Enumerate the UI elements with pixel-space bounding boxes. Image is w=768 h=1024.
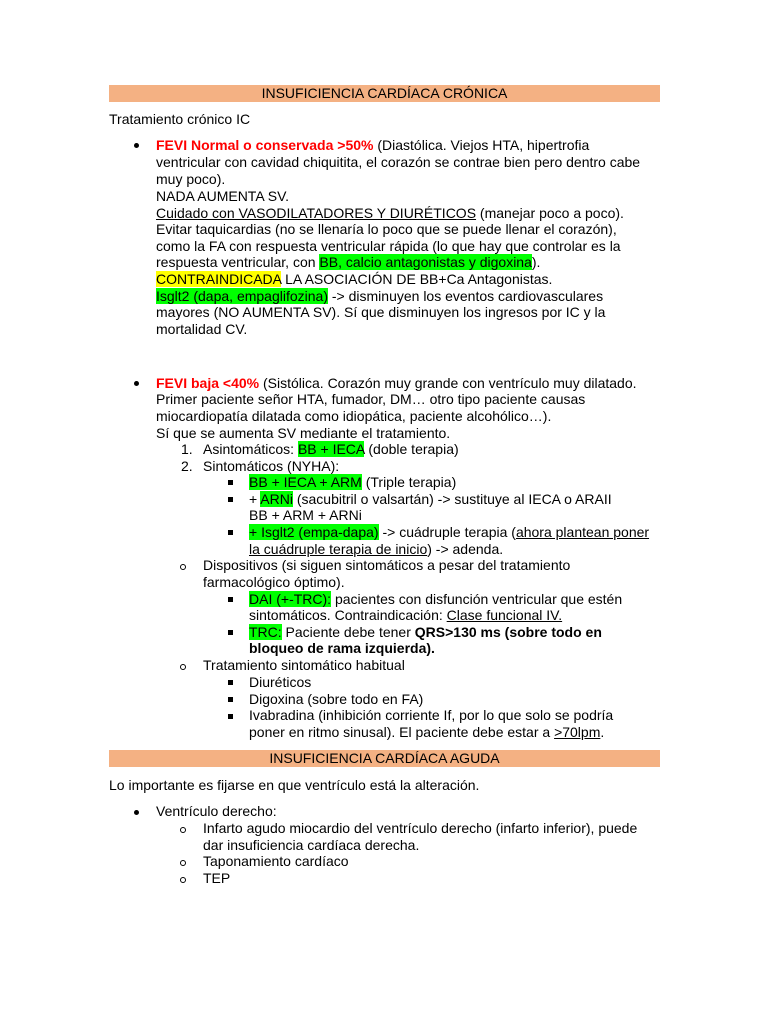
fevi-baja-line-4: Sí que se aumenta SV mediante el tratamiento.	[156, 425, 451, 441]
square-bullet-icon	[228, 714, 233, 719]
list-number: 2.	[181, 458, 193, 474]
subtitle: Tratamiento crónico IC	[109, 111, 251, 127]
triple-terapia: BB + IECA + ARM (Triple terapia)	[249, 474, 457, 490]
bullet-icon	[134, 810, 139, 815]
fevi-baja-line-1: FEVI baja <40% (Sistólica. Corazón muy grande con ventrículo muy dilatado.	[156, 375, 637, 391]
fevi-normal-line-11: mayores (NO AUMENTA SV). Sí que disminuyen los ingresos por IC y la	[156, 304, 606, 320]
circle-bullet-icon	[180, 827, 186, 833]
arni-line-1: + ARNi (sacubitril o valsartán) -> sustituye al IECA o ARAII	[249, 491, 612, 507]
isglt2-line-2: la cuádruple terapia de inicio) -> adenda.	[249, 541, 504, 557]
arni-line-2: BB + ARM + ARNi	[249, 507, 362, 523]
sintomaticos: Sintomáticos (NYHA):	[203, 458, 340, 474]
square-bullet-icon	[228, 530, 233, 535]
fevi-normal-line-8: respuesta ventricular, con BB, calcio antagonistas y digoxina).	[156, 254, 541, 270]
aguda-intro: Lo importante es fijarse en que ventrículo está la alteración.	[109, 777, 480, 793]
fevi-normal-line-4: NADA AUMENTA SV.	[156, 188, 290, 204]
fevi-normal-line-6: Evitar taquicardias (no se llenaría lo poco que se puede llenar el corazón),	[156, 221, 617, 237]
taponamiento: Taponamiento cardíaco	[203, 853, 349, 869]
fevi-normal-line-1: FEVI Normal o conservada >50% (Diastólica. Viejos HTA, hipertrofia	[156, 137, 590, 153]
ivabradina-line-2: poner en ritmo sinusal). El paciente debe estar a >70lpm.	[249, 724, 605, 740]
trc-line-2: bloqueo de rama izquierda).	[249, 640, 435, 656]
bullet-icon	[134, 381, 139, 386]
fevi-normal-line-7: como la FA con respuesta ventricular rápida (lo que hay que controlar es la	[156, 238, 621, 254]
square-bullet-icon	[228, 497, 233, 502]
tep: TEP	[203, 870, 231, 886]
square-bullet-icon	[228, 597, 233, 602]
square-bullet-icon	[228, 680, 233, 685]
ventriculo-derecho: Ventrículo derecho:	[156, 803, 277, 819]
trc-line-1: TRC: Paciente debe tener QRS>130 ms (sobre todo en	[249, 624, 602, 640]
ivabradina-line-1: Ivabradina (inhibición corriente If, por lo que solo se podría	[249, 707, 614, 723]
square-bullet-icon	[228, 697, 233, 702]
asintomaticos: Asintomáticos: BB + IECA (doble terapia)	[203, 441, 459, 457]
tratamiento-sintomatico: Tratamiento sintomático habitual	[203, 657, 405, 673]
fevi-normal-line-12: mortalidad CV.	[156, 321, 248, 337]
fevi-baja-line-2: Primer paciente señor HTA, fumador, DM… otro tipo paciente causas	[156, 391, 586, 407]
fevi-normal-line-2: ventricular con cavidad chiquitita, el corazón se contrae bien pero dentro cabe	[156, 154, 641, 170]
section-heading-cronica: INSUFICIENCIA CARDÍACA CRÓNICA	[109, 85, 660, 102]
dai-line-2: sintomáticos. Contraindicación: Clase funcional IV.	[249, 607, 563, 623]
fevi-baja-line-3: miocardiopatía dilatada como idiopática, paciente alcohólico…).	[156, 408, 552, 424]
isglt2-line-1: + Isglt2 (empa-dapa) -> cuádruple terapia (ahora plantean poner	[249, 524, 650, 540]
square-bullet-icon	[228, 480, 233, 485]
fevi-normal-line-10: Isglt2 (dapa, empaglifozina) -> disminuyen los eventos cardiovasculares	[156, 288, 604, 304]
dai-line-1: DAI (+-TRC): pacientes con disfunción ventricular que estén	[249, 591, 623, 607]
dispositivos-line-1: Dispositivos (si siguen sintomáticos a pesar del tratamiento	[203, 557, 571, 573]
infarto-line-2: dar insuficiencia cardíaca derecha.	[203, 837, 420, 853]
dispositivos-line-2: farmacológico óptimo).	[203, 574, 345, 590]
bullet-icon	[134, 143, 139, 148]
fevi-normal-line-3: muy poco).	[156, 171, 226, 187]
fevi-normal-line-5: Cuidado con VASODILATADORES Y DIURÉTICOS (manejar poco a poco).	[156, 205, 624, 221]
infarto-line-1: Infarto agudo miocardio del ventrículo derecho (infarto inferior), puede	[203, 820, 638, 836]
list-number: 1.	[181, 441, 193, 457]
circle-bullet-icon	[180, 664, 186, 670]
fevi-normal-line-9: CONTRAINDICADA LA ASOCIACIÓN DE BB+Ca Antagonistas.	[156, 271, 553, 287]
section-heading-aguda: INSUFICIENCIA CARDÍACA AGUDA	[109, 750, 660, 767]
diureticos: Diuréticos	[249, 674, 312, 690]
circle-bullet-icon	[180, 860, 186, 866]
square-bullet-icon	[228, 630, 233, 635]
circle-bullet-icon	[180, 564, 186, 570]
circle-bullet-icon	[180, 877, 186, 883]
digoxina: Digoxina (sobre todo en FA)	[249, 691, 424, 707]
